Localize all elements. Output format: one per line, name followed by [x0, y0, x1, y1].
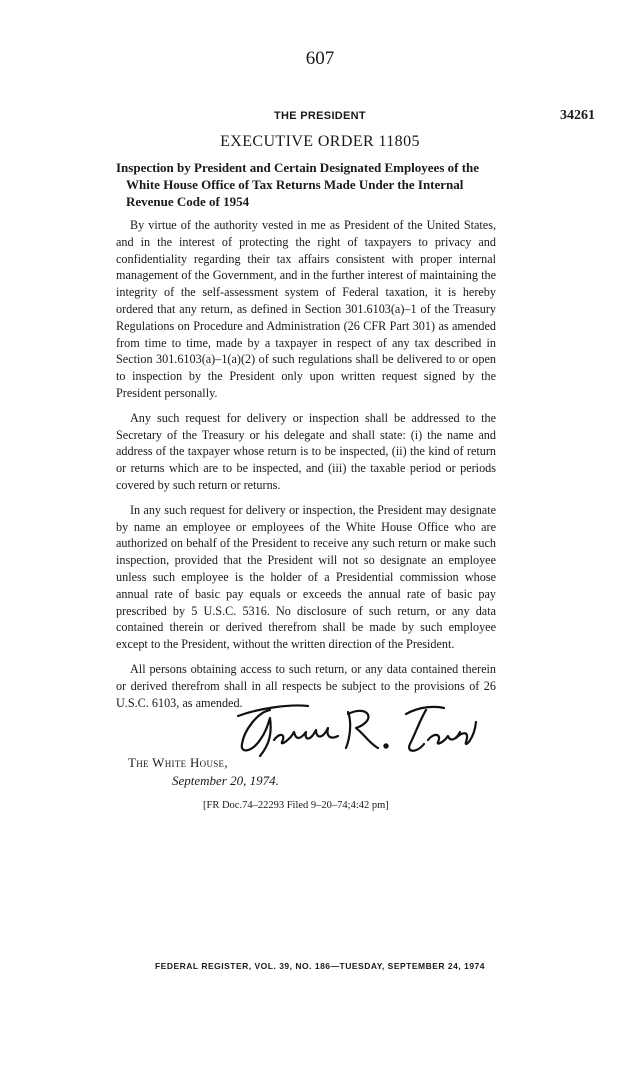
heading-line-3: Revenue Code of 1954 [126, 194, 250, 209]
signature-date: September 20, 1974. [172, 773, 279, 788]
signature-place [128, 755, 228, 771]
signature-place-text: The White House, [128, 755, 228, 770]
paragraph-1: By virtue of the authority vested in me as President of the United States, and in the interest of protecting the right of taxpayers to privacy and confidentiality regarding their tax affairs consistent with proper internal management of the Government, and in the further interest of maintaining the integrity of the self-assessment system of Federal taxation, it is hereby ordered that any return, as defined in Section 301.6103(a)–1 of the Treasury Regulations on Procedure and Administration (26 CFR Part 301) as amended from time to time, made by a taxpayer in respect of any tax described in Section 301.6103(a)–1(a)(2) of such regulations shall be delivered to or open to inspection by the President only upon written request signed by the President personally. [116, 218, 496, 400]
paragraph-4: All persons obtaining access to such return, or any data contained therein or derived therefrom shall in all respects be subject to the provisions of 26 U.S.C. 6103, as amended. [116, 661, 496, 710]
fr-doc-filing: [FR Doc.74–22293 Filed 9–20–74;4:42 pm] [203, 800, 389, 811]
page-footer: FEDERAL REGISTER, VOL. 39, NO. 186—TUESDAY, SEPTEMBER 24, 1974 [154, 961, 485, 971]
order-body [116, 217, 496, 719]
order-heading [116, 159, 492, 210]
signature [230, 692, 490, 762]
paragraph-3: In any such request for delivery or inspection, the President may designate by name an employee or employees of the White House Office who are authorized on behalf of the President to receive any such return or make such inspection, provided that the President will not so designate an employee unless such employee is the holder of a Presidential commission whose annual rate of basic pay equals or exceeds the annual rate of basic pay prescribed by 5 U.S.C. 5316. No disclosure of such return, or any data contained therein or derived therefrom shall be made by such employee except to the President, without the written direction of the President. [116, 502, 496, 652]
heading-line-1: Inspection by President and Certain Designated Employees of the [116, 160, 480, 175]
page-number: 607 [305, 48, 335, 69]
paragraph-2: Any such request for delivery or inspection shall be addressed to the Secretary of the Treasury or his delegate and shall state: (i) the name and address of the taxpayer whose return is to be inspected, (ii) the kind of return or returns which are to be inspected, and (iii) the taxable period or periods covered by such return or returns. [116, 410, 496, 492]
register-page-number: 34261 [560, 108, 595, 123]
running-head: THE PRESIDENT [274, 110, 366, 122]
heading-line-2: White House Office of Tax Returns Made Under the Internal [126, 177, 464, 192]
order-title: EXECUTIVE ORDER 11805 [220, 133, 420, 150]
